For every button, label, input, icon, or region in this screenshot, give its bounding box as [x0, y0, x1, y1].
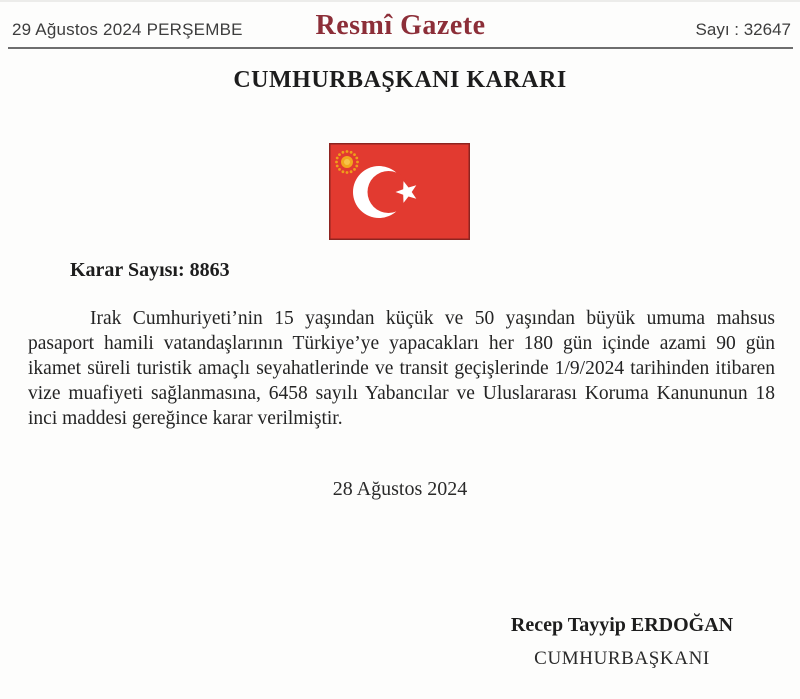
decree-title: CUMHURBAŞKANI KARARI [233, 67, 567, 93]
decision-number: Karar Sayısı: 8863 [70, 259, 230, 281]
turkish-flag [329, 143, 470, 240]
gazette-issue-number: Sayı : 32647 [695, 20, 791, 39]
signatory-title: CUMHURBAŞKANI [534, 648, 710, 669]
gazette-title: Resmî Gazete [315, 10, 486, 41]
gazette-date: 29 Ağustos 2024 PERŞEMBE [12, 20, 243, 39]
signature-block [486, 614, 758, 670]
header-rule [8, 47, 793, 49]
decree-body-paragraph: Irak Cumhuriyeti’nin 15 yaşından küçük ve 50 yaşından büyük umuma mahsus pasaport hamili vatandaşlarının Türkiye’ye yapacakları her 180 gün içinde azami 90 gün ikamet süreli turistik amaçlı seyahatlerinde ve transit geçişlerinde 1/9/2024 tarihinden itibaren vize muafiyeti sağlanmasına, 6458 sayılı Yabancılar ve Uluslararası Koruma Kanununun 18 inci maddesi gereğince karar verilmiştir. [28, 308, 775, 429]
signatory-name: Recep Tayyip ERDOĞAN [510, 614, 734, 636]
decree-date: 28 Ağustos 2024 [332, 478, 468, 500]
gazette-masthead-bar [8, 0, 793, 49]
turkish-flag-image [329, 143, 470, 240]
